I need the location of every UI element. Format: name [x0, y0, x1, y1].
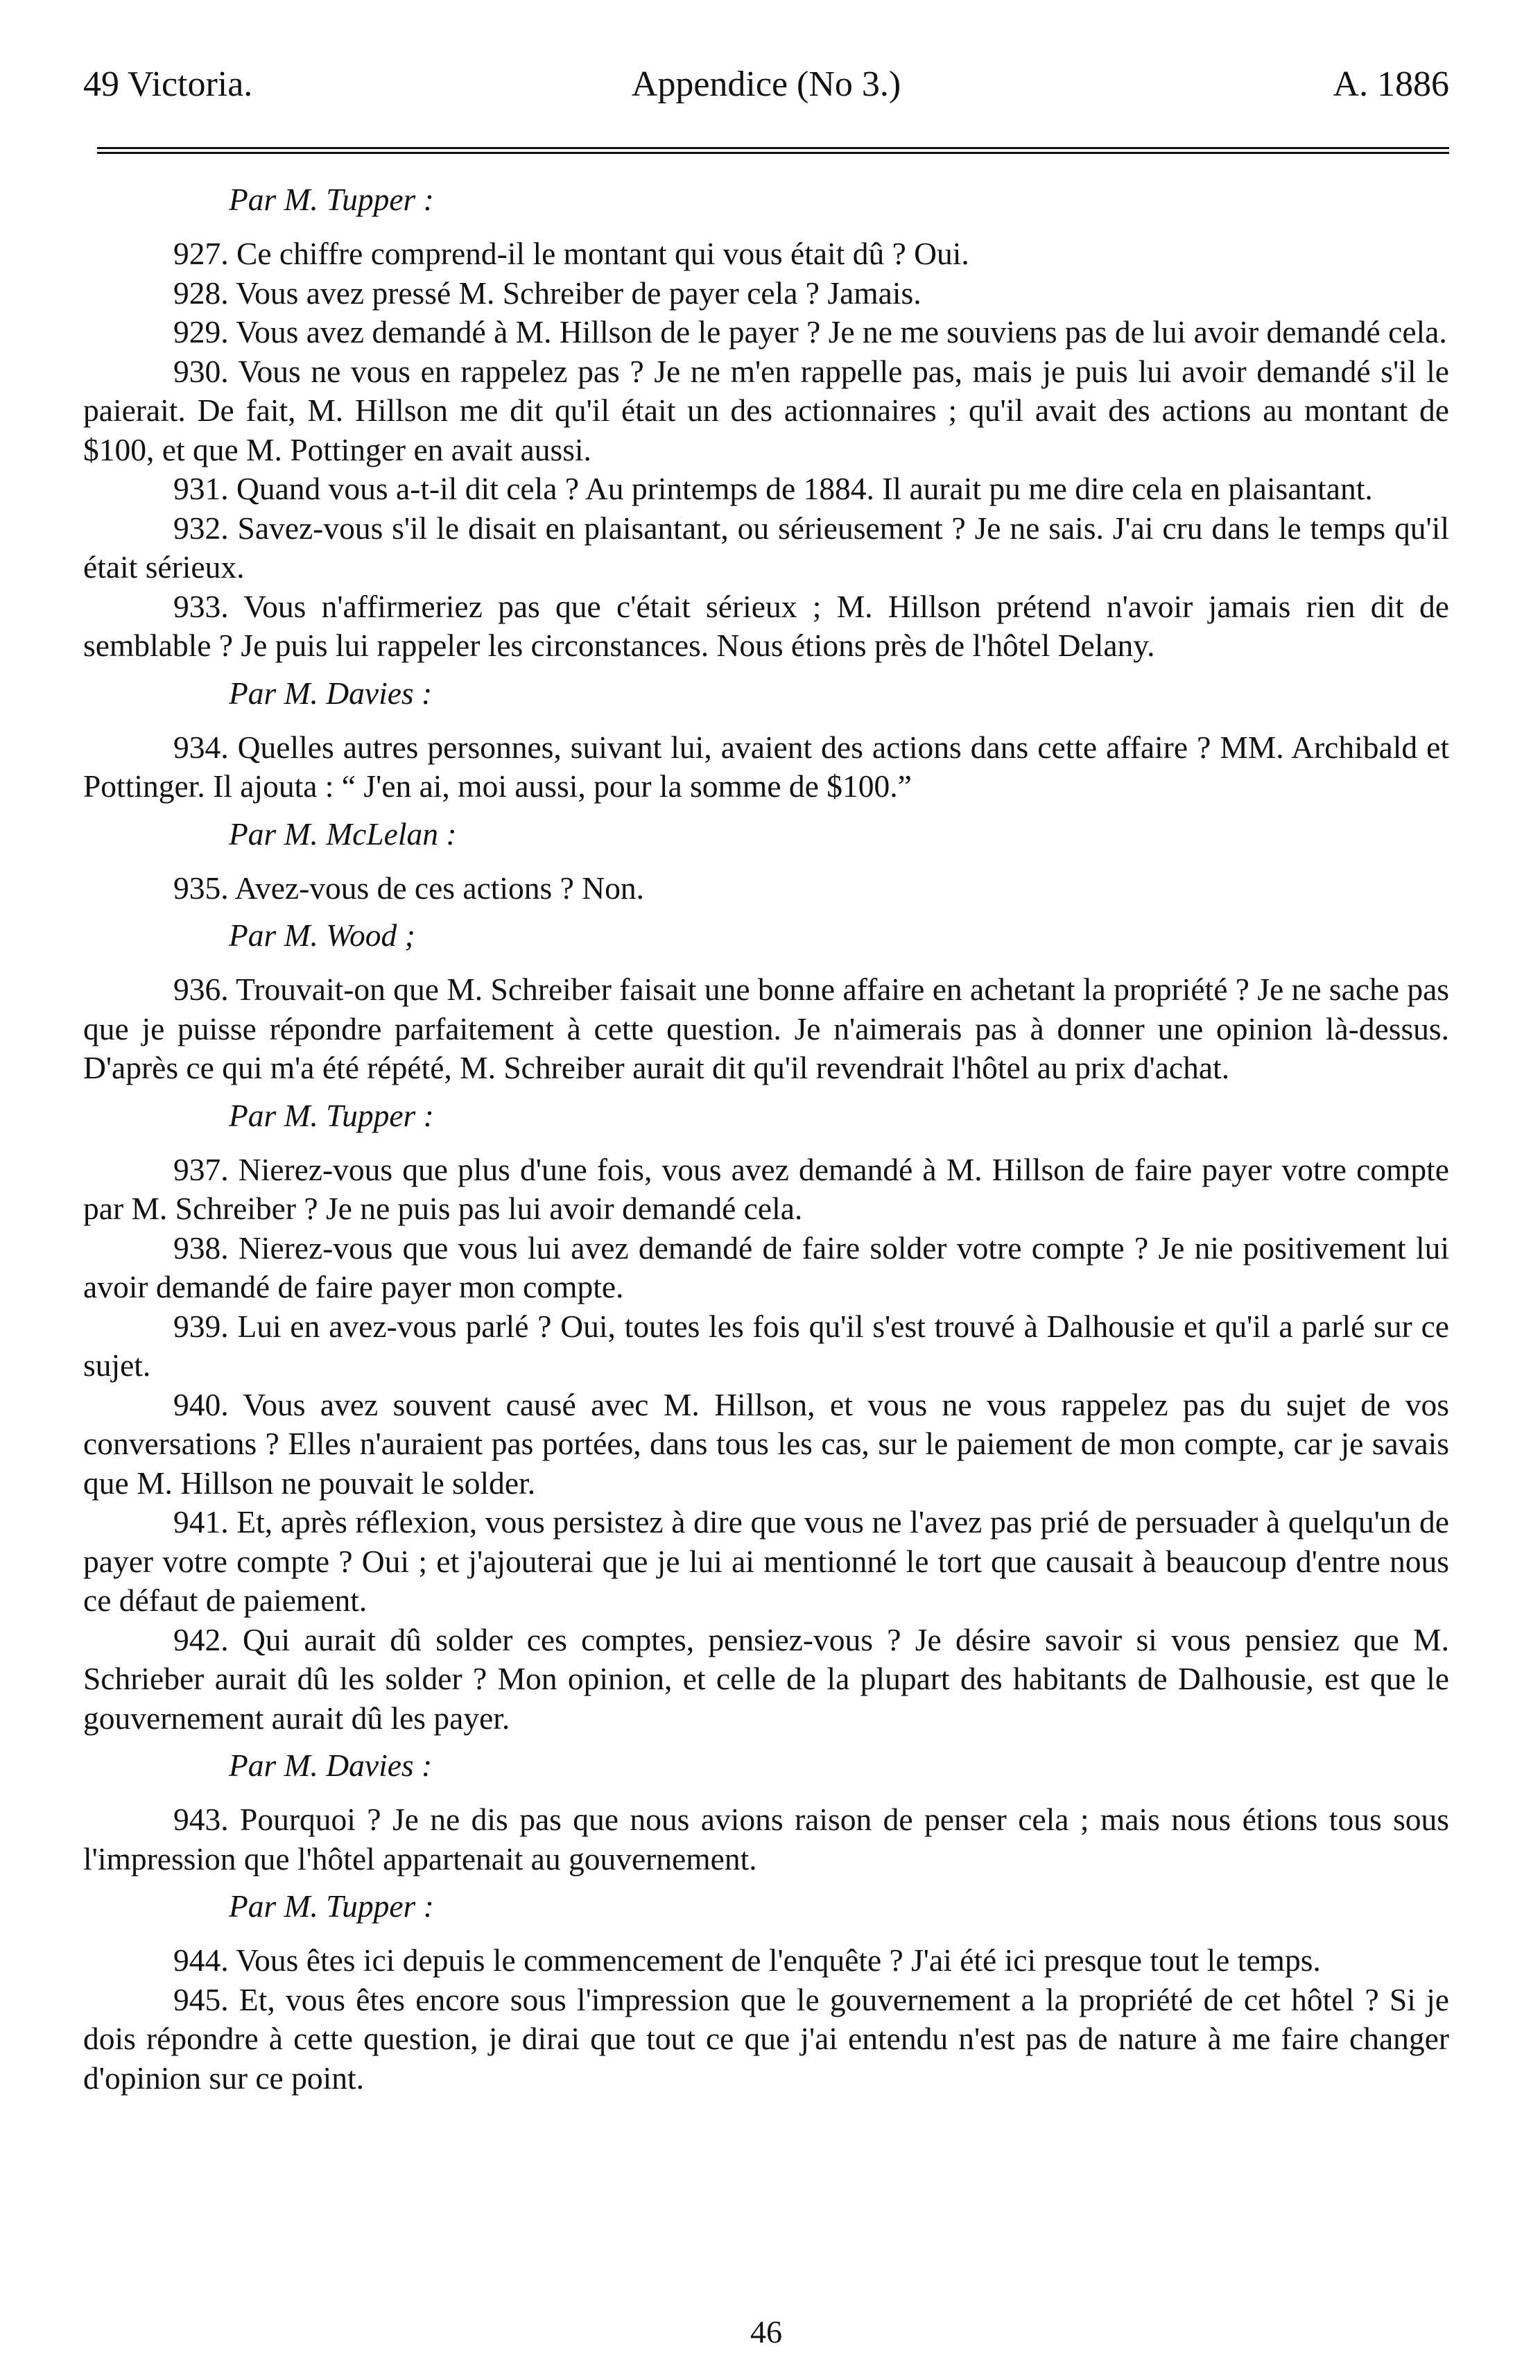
- page-content: [83, 172, 1449, 2098]
- question-answer: 927. Ce chiffre comprend-il le montant qui vous était dû ? Oui.: [173, 236, 969, 271]
- header-right: A. 1886: [1333, 64, 1449, 104]
- speaker-heading: Par M. Davies :: [229, 1748, 433, 1783]
- question-answer: 945. Et, vous êtes encore sous l'impression que le gouvernement a la propriété de cet hôtel ? Si je dois répondre à cette question, je dirai que tout ce que j'ai entendu n'est pas de nature à me faire changer d'opinion sur ce point.: [83, 1981, 1449, 2096]
- document-page: [83, 0, 1449, 2380]
- question-answer: 938. Nierez-vous que vous lui avez demandé de faire solder votre compte ? Je nie positivement lui avoir demandé de faire payer mon compte.: [83, 1230, 1449, 1304]
- question-answer: 944. Vous êtes ici depuis le commencement de l'enquête ? J'ai été ici presque tout le temps.: [173, 1942, 1321, 1978]
- question-answer: 930. Vous ne vous en rappelez pas ? Je ne m'en rappelle pas, mais je puis lui avoir demandé s'il le paierait. De fait, M. Hillson me dit qu'il était un des actionnaires ; qu'il avait des actions au montant de $100, et que M. Pottinger en avait aussi.: [83, 353, 1449, 467]
- question-answer: 943. Pourquoi ? Je ne dis pas que nous avions raison de penser cela ; mais nous étions tous sous l'impression que l'hôtel appartenait au gouvernement.: [83, 1802, 1449, 1877]
- speaker-heading: Par M. McLelan :: [229, 816, 457, 852]
- header-left: 49 Victoria.: [83, 64, 253, 104]
- question-answer: 929. Vous avez demandé à M. Hillson de le payer ? Je ne me souviens pas de lui avoir demandé cela.: [173, 314, 1447, 350]
- question-answer: 935. Avez-vous de ces actions ? Non.: [173, 870, 644, 906]
- question-answer: 932. Savez-vous s'il le disait en plaisantant, ou sérieusement ? Je ne sais. J'ai cru dans le temps qu'il était sérieux.: [83, 510, 1449, 585]
- question-answer: 940. Vous avez souvent causé avec M. Hillson, et vous ne vous rappelez pas du sujet de vos conversations ? Elles n'auraient pas portées, dans tous les cas, sur le paiement de mon compte, car je savais que M. Hillson ne pouvait le solder.: [83, 1386, 1449, 1501]
- question-answer: 936. Trouvait-on que M. Schreiber faisait une bonne affaire en achetant la propriété ? Je ne sache pas que je puisse répondre parfaitement à cette question. Je n'aimerais pas à donner une opinion là-dessus. D'après ce qui m'a été répété, M. Schreiber aurait dit qu'il revendrait l'hôtel au prix d'achat.: [83, 972, 1449, 1085]
- page-number: 46: [750, 2314, 782, 2349]
- question-answer: 937. Nierez-vous que plus d'une fois, vous avez demandé à M. Hillson de faire payer votre compte par M. Schreiber ? Je ne puis pas lui avoir demandé cela.: [83, 1151, 1449, 1226]
- question-answer: 931. Quand vous a-t-il dit cela ? Au printemps de 1884. Il aurait pu me dire cela en plaisantant.: [173, 471, 1373, 506]
- speaker-heading: Par M. Tupper :: [229, 1888, 434, 1924]
- question-answer: 941. Et, après réflexion, vous persistez à dire que vous ne l'avez pas prié de persuader à quelqu'un de payer votre compte ? Oui ; et j'ajouterai que je lui ai mentionné le tort que causait à beaucoup d'entre nous ce défaut de paiement.: [83, 1504, 1449, 1618]
- speaker-heading: Par M. Wood ;: [229, 917, 415, 953]
- question-answer: 942. Qui aurait dû solder ces comptes, pensiez-vous ? Je désire savoir si vous pensiez que M. Schrieber aurait dû les solder ? Mon opinion, et celle de la plupart des habitants de Dalhousie, est que le gouvernement aurait dû les payer.: [83, 1621, 1449, 1736]
- speaker-heading: Par M. Tupper :: [229, 1097, 434, 1133]
- speaker-heading: Par M. Tupper :: [229, 182, 434, 217]
- page-header: [83, 64, 1449, 105]
- header-double-rule: [97, 147, 1449, 154]
- question-answer: 928. Vous avez pressé M. Schreiber de payer cela ? Jamais.: [173, 275, 922, 311]
- question-answer: 934. Quelles autres personnes, suivant lui, avaient des actions dans cette affaire ? MM. Archibald et Pottinger. Il ajouta : “ J'en ai, moi aussi, pour la somme de $100.”: [83, 729, 1449, 804]
- header-center: Appendice (No 3.): [631, 64, 901, 104]
- question-answer: 933. Vous n'affirmeriez pas que c'était sérieux ; M. Hillson prétend n'avoir jamais rien dit de semblable ? Je puis lui rappeler les circonstances. Nous étions près de l'hôtel Delany.: [83, 588, 1449, 663]
- question-answer: 939. Lui en avez-vous parlé ? Oui, toutes les fois qu'il s'est trouvé à Dalhousie et qu'il a parlé sur ce sujet.: [83, 1308, 1449, 1383]
- speaker-heading: Par M. Davies :: [229, 675, 433, 711]
